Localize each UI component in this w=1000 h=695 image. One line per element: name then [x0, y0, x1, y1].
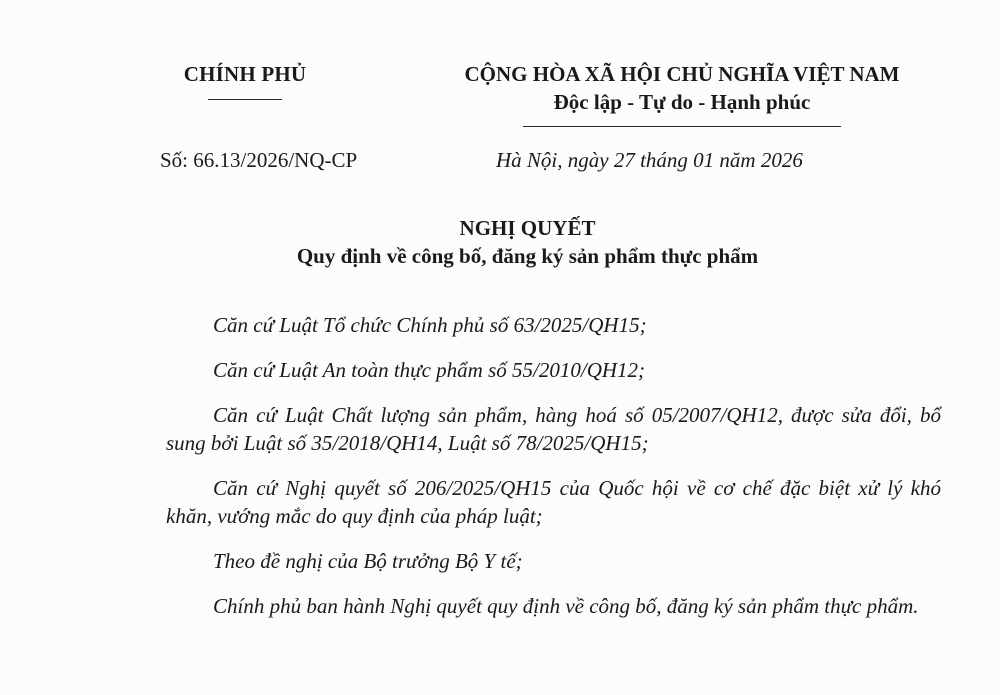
agency-underline	[208, 99, 282, 100]
preamble-paragraph: Căn cứ Luật An toàn thực phẩm số 55/2010/QH12;	[213, 358, 646, 382]
place-and-date: Hà Nội, ngày 27 tháng 01 năm 2026	[496, 148, 803, 172]
preamble-paragraph: Theo đề nghị của Bộ trưởng Bộ Y tế;	[213, 549, 523, 573]
preamble-paragraph: Căn cứ Luật Tổ chức Chính phủ số 63/2025/QH15;	[213, 313, 647, 337]
issuing-agency: CHÍNH PHỦ	[183, 62, 307, 86]
document-type: NGHỊ QUYẾT	[459, 216, 596, 240]
preamble-paragraph: Căn cứ Luật Chất lượng sản phẩm, hàng hoá số 05/2007/QH12, được sửa đổi, bổ sung bởi Luật số 35/2018/QH14, Luật số 78/2025/QH15;	[166, 403, 941, 455]
preamble-paragraph: Căn cứ Nghị quyết số 206/2025/QH15 của Quốc hội về cơ chế đặc biệt xử lý khó khăn, vướng mắc do quy định của pháp luật;	[166, 476, 941, 528]
document-number: Số: 66.13/2026/NQ-CP	[160, 148, 358, 172]
national-title-block	[432, 62, 932, 127]
preamble-paragraph: Chính phủ ban hành Nghị quyết quy định về công bố, đăng ký sản phẩm thực phẩm.	[213, 594, 919, 618]
preamble	[166, 311, 941, 637]
motto-underline	[523, 126, 841, 127]
document-subject: Quy định về công bố, đăng ký sản phẩm thực phẩm	[296, 244, 759, 268]
national-name: CỘNG HÒA XÃ HỘI CHỦ NGHĨA VIỆT NAM	[464, 62, 900, 86]
issuing-agency-block	[160, 62, 330, 100]
document-title-block	[0, 216, 1000, 269]
national-motto: Độc lập - Tự do - Hạnh phúc	[553, 90, 811, 114]
